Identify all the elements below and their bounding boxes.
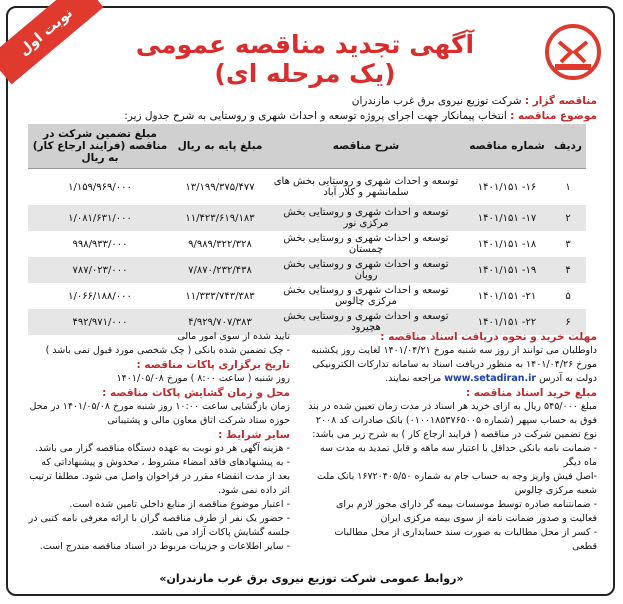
tender-number: ۱۶- ۱۴۰۱/۱۵۱ xyxy=(477,181,537,193)
subject-value: انتخاب پیمانکار جهت اجرای پروژه توسعه و احداث شهری و روستایی به شرح جدول زیر: xyxy=(124,110,507,122)
guarantee-item: -اصل فیش واریز وجه به حساب جام به شماره ۱۶۷۲۰۴۰۵/۵۰ بانک ملت شعبه مرکزی چالوس xyxy=(316,471,597,496)
col-guarantee-amount: مبلغ تضمین شرکت در مناقصه (فرایند ارجاع کار) به ریال xyxy=(28,124,172,169)
base-amount: ۴/۹۲۹/۷۰۷/۳۸۳ xyxy=(172,309,268,335)
document-price-text: مبلغ ۵۴۵/۰۰۰ ریال به ازای خرید هر اسناد در مدت زمان تعیین شده در بند فوق به حساب سپهر (شماره ۰۱۰۰۱۸۵۳۷۶۵۰۰۵) بانک صادرات کد ۲۰۰۸ xyxy=(308,401,597,426)
power-company-logo-icon xyxy=(543,22,603,82)
setadiran-link[interactable]: www.setadiran.ir xyxy=(444,373,537,384)
tender-info xyxy=(37,94,597,124)
tender-description: توسعه و احداث شهری و روستایی بخش مرکزی چالوس xyxy=(283,285,449,307)
table-row xyxy=(28,169,586,206)
guarantee-amount: ۷۸۷/۰۲۳/۰۰۰ xyxy=(28,257,172,283)
condition-item: - حضور یک نفر از طرف مناقصه گران با ارائه معرفی نامه کتبی در جلسه گشایش پاکات آزاد می باشد. xyxy=(28,513,290,538)
session-date-heading: تاریخ برگزاری پاکات مناقصه : xyxy=(136,359,290,371)
tender-description: توسعه و احداث شهری و روستایی بخش رویان xyxy=(268,257,464,283)
tender-number: ۲۱- ۱۴۰۱/۱۵۱ xyxy=(477,290,537,302)
guarantee-item: - کسر از محل مطالبات به صورت سند حسابداری از محل مطالبات قطعی xyxy=(334,527,597,552)
guarantee-amount: ۱/۰۶۶/۱۸۸/۰۰۰ xyxy=(68,290,132,302)
tender-description: توسعه و احداث شهری و روستایی بخش های سلمانشهر و کلار آباد xyxy=(273,176,459,198)
row-number: ۴ xyxy=(550,257,586,283)
guarantee-amount: ۴۹۲/۹۷۱/۰۰۰ xyxy=(28,309,172,335)
base-amount: ۹/۹۸۹/۳۲۲/۳۲۸ xyxy=(188,238,252,250)
base-amount: ۱۳/۱۹۹/۳۷۵/۴۷۷ xyxy=(185,181,255,193)
opening-place-text: زمان بازگشایی ساعت ۱۰:۰۰ روز شنبه مورخ ۱۴۰۱/۰۵/۰۸ در محل حوزه ستاد شرکت اتاق معاون مالی و پشتیبانی xyxy=(29,401,290,426)
table-row xyxy=(28,205,586,231)
base-amount: ۷/۸۷۰/۲۳۲/۴۳۸ xyxy=(172,257,268,283)
tender-number: ۲۲- ۱۴۰۱/۱۵۱ xyxy=(464,309,550,335)
row-number: ۲ xyxy=(550,205,586,231)
tender-giver-label: مناقصه گزار : xyxy=(524,95,597,107)
guarantee-type-text: نوع تضمین شرکت در مناقصه ( فرایند ارجاع کار ) به شرح زیر می باشد: xyxy=(312,429,597,440)
tender-giver-line xyxy=(37,94,597,109)
purchase-deadline-text xyxy=(307,344,597,386)
public-relations-footer: «روابط عمومی شرکت توزیع نیروی برق غرب مازندران» xyxy=(159,572,464,585)
table-row xyxy=(28,231,586,257)
purchase-conditions-column xyxy=(307,330,597,554)
row-number: ۳ xyxy=(565,238,571,250)
tender-number: ۱۹- ۱۴۰۱/۱۵۱ xyxy=(464,257,550,283)
tender-number: ۱۷- ۱۴۰۱/۱۵۱ xyxy=(464,205,550,231)
opening-place-heading: محل و زمان گشایش پاکات مناقصه : xyxy=(102,387,290,399)
table-row xyxy=(28,257,586,283)
document-price-heading: مبلغ خرید اسناد مناقصه : xyxy=(465,387,597,399)
tender-description: توسعه و احداث شهری و روستایی بخش چمستان xyxy=(283,233,449,255)
subject-line xyxy=(37,109,597,124)
guarantee-item: - ضمانتنامه صادره توسط موسسات بیمه گر دارای مجوز لازم برای فعالیت و صدور ضمانت نامه از سوی بیمه مرکزی ایران xyxy=(335,499,597,524)
bank-check-text: - چک تضمین شده بانکی ( چک شخصی مورد قبول نمی باشد ) xyxy=(45,345,290,356)
opening-conditions-column xyxy=(28,330,290,554)
tender-description: توسعه و احداث شهری و روستایی بخش مرکزی نور xyxy=(268,205,464,231)
subject-label: موضوع مناقصه : xyxy=(510,110,597,122)
col-description: شرح مناقصه xyxy=(268,124,464,169)
notice-title: آگهی تجدید مناقصه عمومی (یک مرحله ای) xyxy=(135,30,475,88)
table-header-row xyxy=(28,124,586,169)
row-number: ۶ xyxy=(550,309,586,335)
session-date-text: روز شنبه ( ساعت ۸:۰۰ ) مورخ ۱۴۰۱/۰۵/۰۸ xyxy=(116,373,290,384)
first-round-ribbon: نوبت اول xyxy=(0,0,104,84)
guarantee-amount: ۱/۰۸۱/۶۳۱/۰۰۰ xyxy=(28,205,172,231)
table-row xyxy=(28,283,586,309)
guarantee-amount: ۱/۱۵۹/۹۶۹/۰۰۰ xyxy=(68,181,132,193)
purchase-deadline-body: داوطلبان می توانند از روز سه شنبه مورخ ۱۴۰۱/۰۴/۲۱ لغایت روز یکشنبه مورخ ۱۴۰۱/۰۴/۲۶ به منظور دریافت اسناد به سامانه تدارکات الکترونیکی دولت به آدرس xyxy=(311,345,597,384)
tender-number: ۱۸- ۱۴۰۱/۱۵۱ xyxy=(477,238,537,250)
base-amount: ۱۱/۴۲۳/۶۱۹/۱۸۳ xyxy=(172,205,268,231)
base-amount: ۱۱/۳۳۳/۷۴۳/۳۸۳ xyxy=(185,290,255,302)
col-base-amount: مبلغ پایه به ریال xyxy=(172,124,268,169)
row-number: ۵ xyxy=(565,290,571,302)
purchase-deadline-tail: مراجعه نمایند. xyxy=(385,373,442,384)
tender-table xyxy=(28,124,586,335)
col-tender-number: شماره مناقصه xyxy=(464,124,550,169)
condition-item: - هزینه آگهی هر دو نوبت به عهده دستگاه مناقصه گزار می باشد. xyxy=(35,443,290,454)
condition-item: - به پیشنهادهای فاقد امضاء مشروط ، مخدوش و پیشنهاداتی که بعد از مدت انقضاء مقرر در فراخوان واصل می شود. مطلقا ترتیب اثر داده نمی شود. xyxy=(29,457,290,496)
tender-description: توسعه و احداث شهری و روستایی بخش هچیرود xyxy=(268,309,464,335)
other-conditions-heading: سایر شرایط : xyxy=(218,429,290,441)
condition-item: - سایر اطلاعات و جزییات مربوط در اسناد مناقصه مندرج است. xyxy=(39,541,290,552)
finance-approval-text: تایید شده از سوی امور مالی xyxy=(177,331,290,342)
guarantee-item: - ضمانت نامه بانکی حداقل با اعتبار سه ماهه و قابل تمدید به مدت سه ماه دیگر xyxy=(319,443,597,468)
condition-item: - اعتبار موضوع مناقصه از منابع داخلی تامین شده است. xyxy=(69,499,290,510)
purchase-deadline-heading: مهلت خرید و نحوه دریافت اسناد مناقصه : xyxy=(380,331,597,343)
col-row-number: ردیف xyxy=(550,124,586,169)
row-number: ۱ xyxy=(565,181,571,193)
guarantee-amount: ۹۹۸/۹۳۳/۰۰۰ xyxy=(72,238,128,250)
tender-giver-value: شرکت توزیع نیروی برق غرب مازندران xyxy=(351,95,522,107)
